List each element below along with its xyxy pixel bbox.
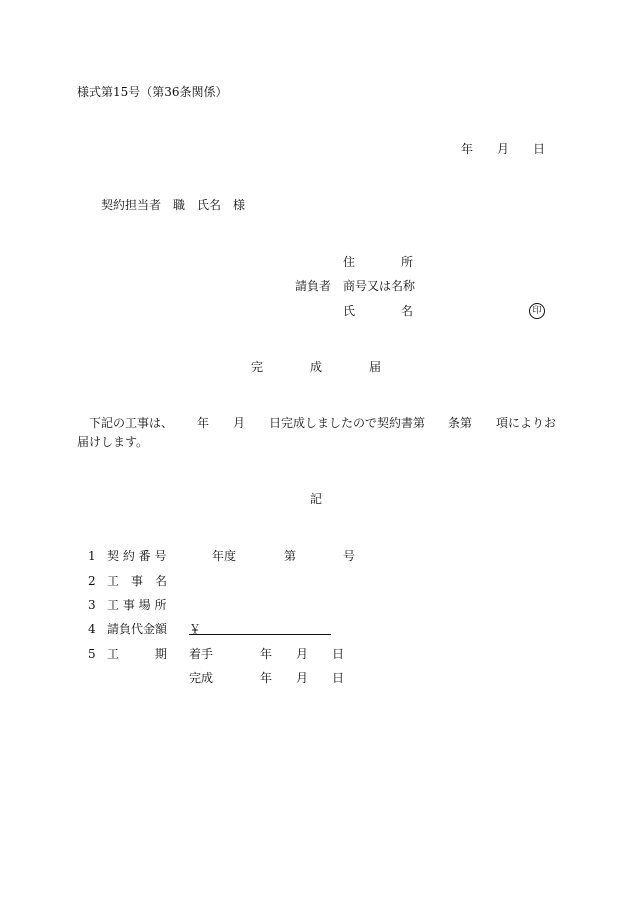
item-1-label: 契 約 番 号 bbox=[107, 549, 167, 563]
item-4-yen-sign: ￥ bbox=[189, 622, 202, 636]
body-line2: 届けします。 bbox=[77, 435, 149, 449]
end-label: 完成 bbox=[189, 671, 214, 685]
date-year-label: 年 bbox=[461, 142, 474, 156]
body-line1-article: 条第 bbox=[448, 416, 473, 430]
address-label-char-2: 所 bbox=[401, 255, 414, 269]
company-name-label: 商号又は名称 bbox=[343, 279, 416, 293]
end-month: 月 bbox=[296, 671, 309, 685]
contractor-role-label: 請負者 bbox=[295, 279, 332, 293]
seal-mark: 印 bbox=[529, 303, 545, 319]
end-year: 年 bbox=[260, 671, 273, 685]
amount-underline bbox=[189, 634, 331, 635]
title-char-3: 届 bbox=[369, 360, 382, 374]
item-5-label-char-1: 工 bbox=[107, 647, 120, 661]
form-number: 様式第15号（第36条関係） bbox=[77, 85, 228, 99]
item-1-dai: 第 bbox=[284, 549, 297, 563]
body-line1-month: 月 bbox=[233, 416, 246, 430]
start-day: 日 bbox=[332, 647, 345, 661]
item-4-number: 4 bbox=[88, 622, 96, 636]
item-1-number: 1 bbox=[88, 549, 96, 563]
item-5-number: 5 bbox=[88, 647, 96, 661]
date-day-label: 日 bbox=[533, 142, 546, 156]
item-1-go: 号 bbox=[343, 549, 356, 563]
body-line1-end: 項によりお bbox=[496, 416, 557, 430]
address-label-char-1: 住 bbox=[343, 255, 356, 269]
title-char-1: 完 bbox=[251, 360, 264, 374]
item-3-label: 工 事 場 所 bbox=[107, 598, 167, 612]
start-label: 着手 bbox=[189, 647, 214, 661]
ki-heading: 記 bbox=[310, 492, 323, 506]
date-month-label: 月 bbox=[497, 142, 510, 156]
end-day: 日 bbox=[332, 671, 345, 685]
name-label-char-2: 名 bbox=[401, 304, 414, 318]
item-3-number: 3 bbox=[88, 598, 96, 612]
body-line1-start: 下記の工事は、 bbox=[89, 416, 174, 430]
start-month: 月 bbox=[296, 647, 309, 661]
item-5-label-char-2: 期 bbox=[155, 647, 168, 661]
name-label-char-1: 氏 bbox=[343, 304, 356, 318]
title-char-2: 成 bbox=[310, 360, 323, 374]
item-2-label: 工 事 名 bbox=[107, 574, 168, 588]
item-1-nendo: 年度 bbox=[212, 549, 237, 563]
body-line1-middle: 日完成しましたので契約書第 bbox=[269, 416, 426, 430]
item-4-label: 請負代金額 bbox=[107, 622, 168, 636]
start-year: 年 bbox=[260, 647, 273, 661]
item-2-number: 2 bbox=[88, 574, 96, 588]
body-line1-year: 年 bbox=[197, 416, 210, 430]
addressee-line: 契約担当者 職 氏名 様 bbox=[101, 198, 246, 212]
